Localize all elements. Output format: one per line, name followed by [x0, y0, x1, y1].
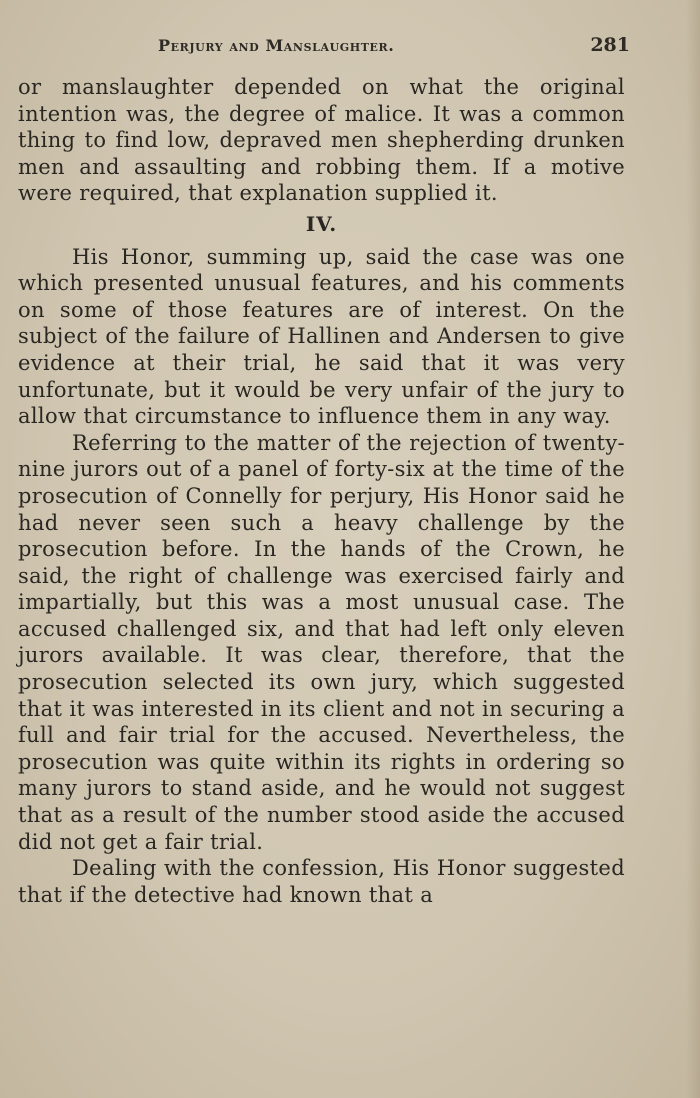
paragraph-3: Referring to the matter of the rejection of twenty-nine jurors out of a panel of forty-six at the time of the prosecution of Connelly for perjury, His Honor said he had never seen such a heavy challenge by the prosecution before. In the hands of the Crown, he said, the right of challenge was exercised fairly and impartially, but this was a most unusual case. The accused challenged six, and that had left only eleven jurors available. It was clear, therefore, that the prosecution selected its own jury, which suggested that it was interested in its client and not in securing a full and fair trial for the accused. Nevertheless, the prosecution was quite within its rights in ordering so many jurors to stand aside, and he would not suggest that as a result of the number stood aside the accused did not get a fair trial. [18, 430, 625, 854]
paragraph-2: His Honor, summing up, said the case was one which presented unusual features, and his comments on some of those features are of interest. On the subject of the failure of Hallinen and Andersen to give evidence at their trial, he said that it was very unfortunate, but it would be very unfair of the jury to allow that circumstance to influence them in any way. [18, 244, 625, 429]
paragraph-4: Dealing with the confession, His Honor suggested that if the detective had known that a [18, 856, 625, 907]
page-header [18, 36, 630, 60]
page-number: 281 [590, 34, 630, 56]
running-head: Perjury and Manslaughter. [158, 36, 395, 55]
section-heading: IV. [305, 211, 338, 236]
paragraph-1: or manslaughter depended on what the original intention was, the degree of malice. It was a common thing to find low, depraved men shepherding drunken men and assaulting and robbing them. If a motive were required, that explanation supplied it. [18, 75, 625, 206]
page-edge-shadow [686, 0, 700, 1098]
body-text [18, 74, 625, 908]
